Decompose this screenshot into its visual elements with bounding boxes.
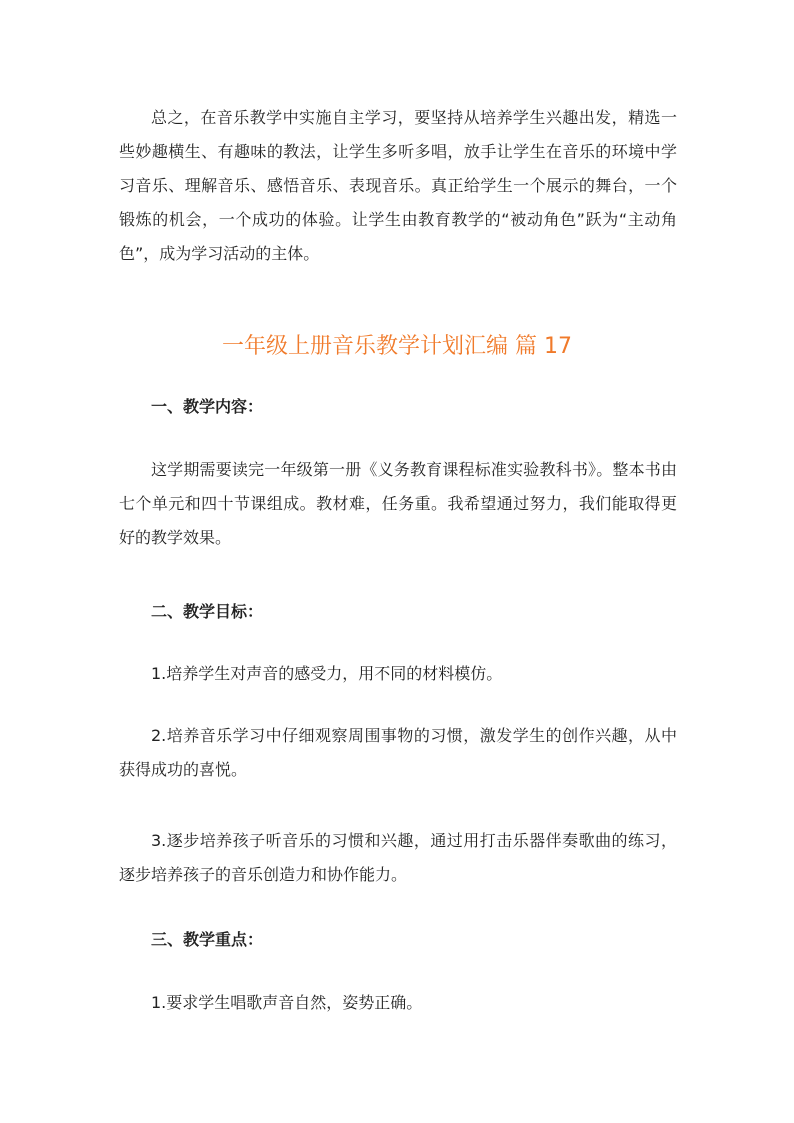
paragraph-focus-1: 1.要求学生唱歌声音自然，姿势正确。 [151,993,423,1012]
paragraph-goal-2: 2.培养音乐学习中仔细观察周围事物的习惯，激发学生的创作兴趣，从中获得成功的喜悦。 [119,726,677,779]
heading-teaching-content: 一、教学内容： [151,397,264,416]
paragraph-goal-3: 3.逐步培养孩子听音乐的习惯和兴趣，通过用打击乐器伴奏歌曲的练习，逐步培养孩子的音乐创造力和协作能力。 [119,831,677,884]
heading-teaching-focus: 三、教学重点： [151,930,264,949]
heading-teaching-goals: 二、教学目标： [151,602,264,621]
section-title: 一年级上册音乐教学计划汇编 篇 17 [222,334,572,359]
intro-paragraph: 总之，在音乐教学中实施自主学习，要坚持从培养学生兴趣出发，精选一些妙趣横生、有趣味的教法，让学生多听多唱，放手让学生在音乐的环境中学习音乐、理解音乐、感悟音乐、表现音乐。真正给学生一个展示的舞台，一个锻炼的机会，一个成功的体验。让学生由教育教学的“被动角色”跃为“主动角色”，成为学习活动的主体。 [119,108,677,263]
paragraph-teaching-content: 这学期需要读完一年级第一册《义务教育课程标准实验教科书》。整本书由七个单元和四十节课组成。教材难，任务重。我希望通过努力，我们能取得更好的教学效果。 [119,460,677,547]
paragraph-goal-1: 1.培养学生对声音的感受力，用不同的材料模仿。 [151,664,503,683]
